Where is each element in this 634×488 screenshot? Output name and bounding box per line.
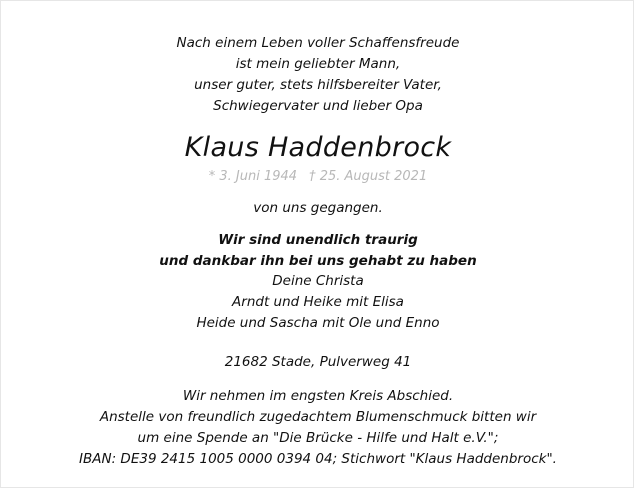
- mourner-line: Deine Christa: [272, 273, 364, 289]
- closing-line: Anstelle von freundlich zugedachtem Blumenschmuck bitten wir: [99, 409, 537, 425]
- closing-line: Wir nehmen im engsten Kreis Abschied.: [182, 388, 454, 404]
- grief-line: und dankbar ihn bei uns gehabt zu haben: [159, 253, 477, 269]
- closing-line: IBAN: DE39 2415 1005 0000 0394 04; Stichwort "Klaus Haddenbrock".: [79, 451, 557, 467]
- life-dates: [1, 170, 634, 183]
- death-date: † 25. August 2021: [309, 169, 428, 184]
- mourner-line: Heide und Sascha mit Ole und Enno: [196, 315, 440, 331]
- intro-line: Schwiegervater und lieber Opa: [213, 98, 423, 114]
- passing-text: von uns gegangen.: [253, 200, 383, 216]
- intro-line: ist mein geliebter Mann,: [235, 56, 401, 72]
- mourner-line: Arndt und Heike mit Elisa: [232, 294, 404, 310]
- grief-line: Wir sind unendlich traurig: [218, 232, 418, 248]
- address: 21682 Stade, Pulverweg 41: [224, 354, 412, 370]
- intro-line: Nach einem Leben voller Schaffensfreude: [176, 35, 460, 51]
- birth-date: * 3. Juni 1944: [208, 169, 298, 184]
- intro-line: unser guter, stets hilfsbereiter Vater,: [194, 77, 442, 93]
- closing-line: um eine Spende an "Die Brücke - Hilfe und Halt e.V.";: [137, 430, 499, 446]
- deceased-name: Klaus Haddenbrock: [184, 132, 452, 163]
